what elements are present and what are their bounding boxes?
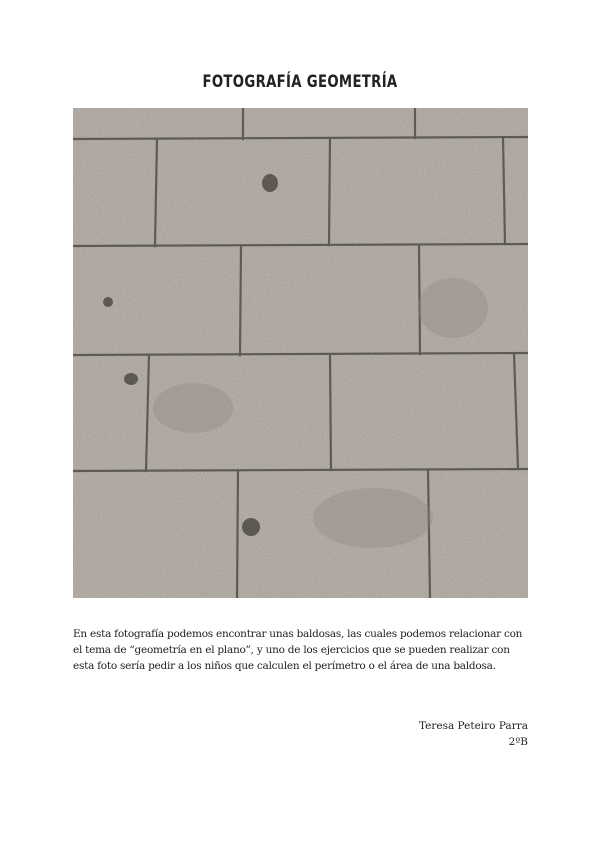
tiled-pavement-photo <box>73 108 528 598</box>
signature-block <box>419 718 528 750</box>
page-title: FOTOGRAFÍA GEOMETRÍA <box>202 72 398 92</box>
author-group: 2ºB <box>508 736 528 748</box>
author-name: Teresa Peteiro Parra <box>418 720 528 732</box>
description-paragraph: En esta fotografía podemos encontrar unas baldosas, las cuales podemos relacionar con el tema de “geometría en el plano”, y uno de los ejercicios que se pueden realizar con esta foto sería pedir a los niños que calculen el perímetro o el área de una baldosa. <box>73 628 523 672</box>
